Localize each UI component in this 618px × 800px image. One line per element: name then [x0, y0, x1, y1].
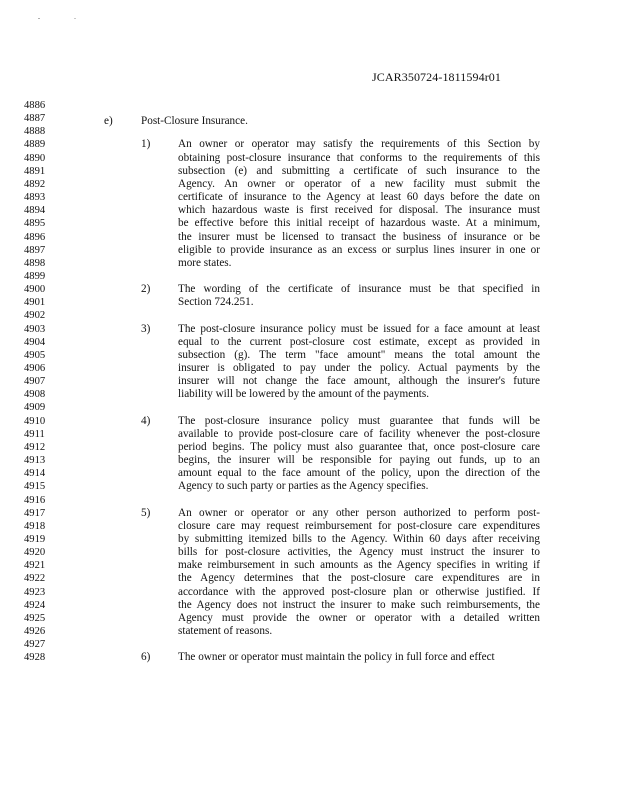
line-number: 4910 [24, 416, 46, 427]
paragraph-text-line: Section 724.251. [178, 296, 254, 308]
paragraph-text-line: make reimbursement in such amounts as the Agency specifies in writing if [178, 559, 540, 571]
line-number: 4898 [24, 258, 46, 269]
paragraph-label: 2) [141, 283, 151, 295]
paragraph-text-line: liability will be lowered by the amount of the payments. [178, 388, 430, 400]
paragraph-text-line: Agency to such party or parties as the Agency specifies. [178, 480, 429, 492]
paragraph-text-line: An owner or operator may satisfy the requirements of this Section by [178, 138, 540, 150]
line-number: 4912 [24, 442, 46, 453]
line-number: 4917 [24, 508, 46, 519]
line-number: 4893 [24, 192, 46, 203]
line-number: 4888 [24, 126, 46, 137]
paragraph-text-line: The post-closure insurance policy must guarantee that funds will be [178, 415, 540, 427]
line-number: 4892 [24, 179, 46, 190]
paragraph-text-line: subsection (e) and submitting a certificate of such insurance to the [178, 165, 540, 177]
paragraph-text-line: An owner or operator or any other person authorized to perform post- [178, 507, 540, 519]
line-number: 4908 [24, 389, 46, 400]
paragraph-text-line: the Agency determines that the post-closure care expenditures are in [178, 572, 540, 584]
paragraph-label: 5) [141, 507, 151, 519]
line-number: 4902 [24, 310, 46, 321]
paragraph-text-line: insurer will not change the face amount, although the insurer's future [178, 375, 540, 387]
line-number: 4920 [24, 547, 46, 558]
line-number: 4903 [24, 324, 46, 335]
paragraph-text-line: subsection (g). The term "face amount" means the total amount the [178, 349, 540, 361]
line-number: 4905 [24, 350, 46, 361]
paragraph-text-line: more states. [178, 257, 232, 269]
scan-speck [38, 18, 40, 19]
line-number: 4909 [24, 402, 46, 413]
paragraph-text-line: Agency must provide the owner or operator with a detailed written [178, 612, 540, 624]
paragraph-text-line: by submitting itemized bills to the Agency. Within 60 days after receiving [178, 533, 540, 545]
line-number: 4927 [24, 639, 46, 650]
line-number: 4907 [24, 376, 46, 387]
section-label: e) [104, 115, 113, 127]
line-number: 4914 [24, 468, 46, 479]
line-number: 4918 [24, 521, 46, 532]
paragraph-text-line: The post-closure insurance policy must be issued for a face amount at least [178, 323, 540, 335]
line-number: 4915 [24, 481, 46, 492]
paragraph-label: 6) [141, 651, 151, 663]
line-number: 4904 [24, 337, 46, 348]
document-header-id: JCAR350724-1811594r01 [372, 70, 501, 84]
line-number: 4900 [24, 284, 46, 295]
paragraph-text-line: Agency. An owner or operator of a new facility must submit the [178, 178, 540, 190]
line-number: 4896 [24, 232, 46, 243]
section-heading: Post-Closure Insurance. [141, 115, 248, 127]
paragraph-text-line: the Agency does not instruct the insurer to make such reimbursements, the [178, 599, 540, 611]
paragraph-text-line: accordance with the approved post-closure plan or otherwise justified. If [178, 586, 540, 598]
paragraph-label: 1) [141, 138, 151, 150]
paragraph-text-line: closure care may request reimbursement for post-closure care expenditures [178, 520, 540, 532]
line-number: 4891 [24, 166, 46, 177]
line-number: 4899 [24, 271, 46, 282]
line-number: 4916 [24, 495, 46, 506]
paragraph-label: 3) [141, 323, 151, 335]
line-number: 4926 [24, 626, 46, 637]
paragraph-text-line: be effective before this initial receipt of hazardous waste. At a minimum, [178, 217, 540, 229]
line-number: 4890 [24, 153, 46, 164]
line-number: 4919 [24, 534, 46, 545]
paragraph-text-line: the insurer must be licensed to transact the business of insurance or be [178, 231, 540, 243]
paragraph-text-line: which hazardous waste is first received for disposal. The insurance must [178, 204, 540, 216]
line-number: 4928 [24, 652, 46, 663]
paragraph-text-line: eligible to provide insurance as an excess or surplus lines insurer in one or [178, 244, 540, 256]
paragraph-text-line: insurer is obligated to pay under the policy. Actual payments by the [178, 362, 540, 374]
line-number: 4894 [24, 205, 46, 216]
line-number: 4895 [24, 218, 46, 229]
line-number: 4889 [24, 139, 46, 150]
line-number: 4925 [24, 613, 46, 624]
paragraph-text-line: The owner or operator must maintain the policy in full force and effect [178, 651, 495, 663]
paragraph-text-line: certificate of insurance to the Agency at least 60 days before the date on [178, 191, 540, 203]
line-number: 4913 [24, 455, 46, 466]
line-number: 4887 [24, 113, 46, 124]
paragraph-text-line: begins, the insurer will be responsible for paying out funds, up to an [178, 454, 540, 466]
paragraph-text-line: available to provide post-closure care of facility whenever the post-closure [178, 428, 540, 440]
paragraph-text-line: equal to the current post-closure cost estimate, except as provided in [178, 336, 540, 348]
scan-speck [74, 18, 76, 19]
line-number: 4897 [24, 245, 46, 256]
paragraph-text-line: amount equal to the face amount of the policy, upon the direction of the [178, 467, 540, 479]
line-number: 4923 [24, 587, 46, 598]
paragraph-text-line: period begins. The policy must also guarantee that, once post-closure care [178, 441, 540, 453]
paragraph-label: 4) [141, 415, 151, 427]
paragraph-text-line: bills for post-closure activities, the Agency must instruct the insurer to [178, 546, 540, 558]
line-number: 4906 [24, 363, 46, 374]
line-number: 4924 [24, 600, 46, 611]
paragraph-text-line: obtaining post-closure insurance that conforms to the requirements of this [178, 152, 540, 164]
line-number: 4922 [24, 573, 46, 584]
paragraph-text-line: The wording of the certificate of insurance must be that specified in [178, 283, 540, 295]
line-number: 4901 [24, 297, 46, 308]
line-number: 4886 [24, 100, 46, 111]
paragraph-text-line: statement of reasons. [178, 625, 273, 637]
line-number: 4921 [24, 560, 46, 571]
line-number: 4911 [24, 429, 45, 440]
